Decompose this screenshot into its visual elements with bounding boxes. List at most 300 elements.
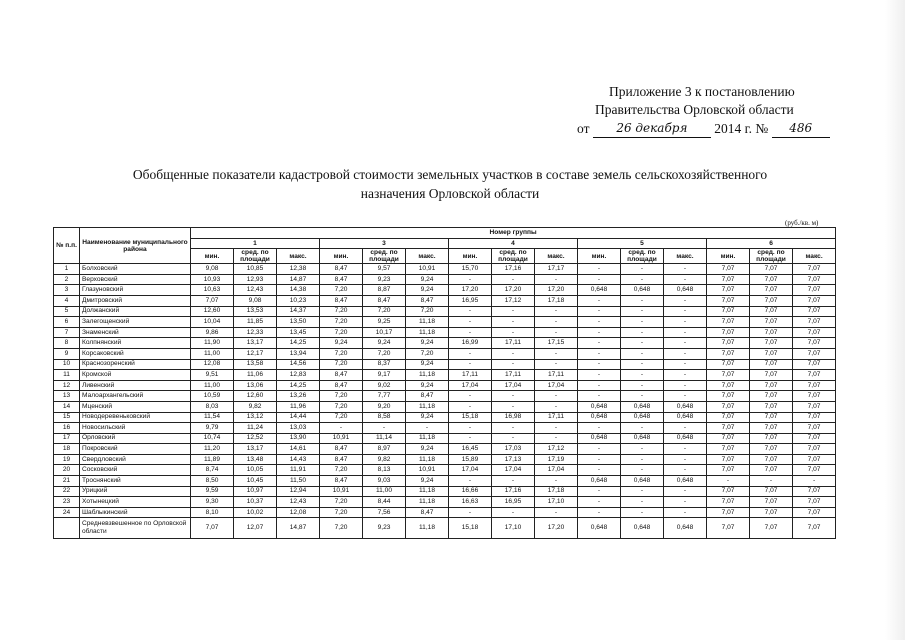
value-cell: -	[363, 423, 406, 434]
value-cell: 9,24	[406, 359, 449, 370]
value-cell: 9,59	[191, 486, 234, 497]
value-cell: 11,18	[406, 317, 449, 328]
value-cell: 7,07	[793, 423, 836, 434]
value-cell: 7,07	[793, 295, 836, 306]
value-cell: 0,648	[621, 285, 664, 296]
value-cell: 7,07	[750, 412, 793, 423]
value-cell: 8,87	[363, 285, 406, 296]
value-cell: 7,07	[707, 264, 750, 275]
value-cell: 7,07	[707, 274, 750, 285]
value-cell: -	[578, 274, 621, 285]
district-name: Урицкий	[80, 486, 191, 497]
value-cell: 7,07	[793, 317, 836, 328]
value-cell: -	[664, 486, 707, 497]
value-cell: -	[664, 359, 707, 370]
value-cell: 13,17	[234, 444, 277, 455]
table-row	[54, 380, 836, 391]
table-row	[54, 264, 836, 275]
value-cell: 7,20	[320, 412, 363, 423]
value-cell: 7,07	[707, 401, 750, 412]
value-cell: 7,20	[320, 465, 363, 476]
header-group-6: 6	[707, 238, 836, 249]
value-cell: 16,45	[449, 444, 492, 455]
value-cell: 7,20	[320, 497, 363, 508]
table-row	[54, 295, 836, 306]
value-cell: 7,20	[320, 518, 363, 539]
value-cell: 17,04	[492, 465, 535, 476]
value-cell: 17,12	[535, 444, 578, 455]
title-line-2: назначения Орловской области	[360, 186, 540, 201]
row-number: 19	[54, 454, 80, 465]
value-cell: 9,51	[191, 370, 234, 381]
value-cell: 7,07	[707, 348, 750, 359]
value-cell: -	[578, 380, 621, 391]
value-cell: 13,06	[234, 380, 277, 391]
value-cell: 7,56	[363, 507, 406, 518]
value-cell: 10,91	[320, 486, 363, 497]
table-row	[54, 348, 836, 359]
value-cell: 17,19	[535, 454, 578, 465]
district-name: Новосильский	[80, 423, 191, 434]
value-cell: 14,38	[277, 285, 320, 296]
district-name: Кромской	[80, 370, 191, 381]
value-cell: 7,07	[750, 285, 793, 296]
value-cell: 10,23	[277, 295, 320, 306]
appendix-line-3	[575, 119, 845, 138]
value-cell: 12,33	[234, 327, 277, 338]
value-cell: 7,07	[707, 359, 750, 370]
value-cell: -	[449, 306, 492, 317]
value-cell: -	[578, 295, 621, 306]
value-cell: -	[535, 401, 578, 412]
value-cell: 7,77	[363, 391, 406, 402]
value-cell: 7,07	[707, 465, 750, 476]
value-cell: 10,91	[406, 465, 449, 476]
value-cell: -	[621, 295, 664, 306]
value-cell: 7,07	[793, 380, 836, 391]
value-cell: 7,20	[320, 327, 363, 338]
value-cell: -	[578, 370, 621, 381]
value-cell: 7,07	[707, 317, 750, 328]
value-cell: 7,07	[793, 264, 836, 275]
header-sub-min: мин.	[578, 249, 621, 264]
value-cell: 10,85	[234, 264, 277, 275]
value-cell: 17,04	[535, 465, 578, 476]
district-name: Покровский	[80, 444, 191, 455]
row-number: 9	[54, 348, 80, 359]
header-group-4: 4	[449, 238, 578, 249]
value-cell: -	[621, 264, 664, 275]
value-cell: 7,07	[750, 348, 793, 359]
value-cell: -	[621, 338, 664, 349]
header-group-5: 5	[578, 238, 707, 249]
value-cell: 0,648	[621, 433, 664, 444]
value-cell: 13,58	[234, 359, 277, 370]
value-cell: 7,07	[793, 518, 836, 539]
value-cell: -	[664, 465, 707, 476]
table-row	[54, 486, 836, 497]
value-cell: -	[664, 348, 707, 359]
value-cell: 12,43	[234, 285, 277, 296]
value-cell: 8,47	[320, 274, 363, 285]
value-cell: -	[492, 348, 535, 359]
title-line-1: Обобщенные показатели кадастровой стоимости земельных участков в составе земель сельскохозяйственного	[132, 167, 768, 182]
table-row	[54, 433, 836, 444]
value-cell: 16,95	[449, 295, 492, 306]
value-cell: 0,648	[664, 412, 707, 423]
value-cell: 9,23	[363, 274, 406, 285]
header-sub-min: мин.	[320, 249, 363, 264]
value-cell: 7,07	[793, 497, 836, 508]
row-number: 21	[54, 476, 80, 487]
value-cell: 13,26	[277, 391, 320, 402]
value-cell: 0,648	[621, 518, 664, 539]
value-cell: 16,95	[492, 497, 535, 508]
value-cell: 7,07	[191, 295, 234, 306]
value-cell: 14,37	[277, 306, 320, 317]
value-cell: 17,04	[449, 380, 492, 391]
table-row	[54, 412, 836, 423]
row-number	[54, 518, 80, 539]
value-cell: 16,66	[449, 486, 492, 497]
value-cell: 9,24	[406, 285, 449, 296]
value-cell: -	[621, 391, 664, 402]
value-cell: -	[664, 295, 707, 306]
header-sub-avg: сред. по площади	[492, 249, 535, 264]
value-cell: 9,82	[234, 401, 277, 412]
header-group-3: 3	[320, 238, 449, 249]
value-cell: 11,18	[406, 454, 449, 465]
value-cell: -	[492, 359, 535, 370]
cadastral-value-table	[53, 227, 836, 539]
value-cell: -	[664, 338, 707, 349]
value-cell: 7,07	[793, 359, 836, 370]
value-cell: 13,45	[277, 327, 320, 338]
value-cell: 17,12	[492, 295, 535, 306]
value-cell: -	[578, 497, 621, 508]
header-sub-min: мин.	[191, 249, 234, 264]
district-name: Залегощенский	[80, 317, 191, 328]
value-cell: 10,59	[191, 391, 234, 402]
value-cell: 8,47	[320, 444, 363, 455]
value-cell: 7,07	[750, 444, 793, 455]
value-cell: 7,07	[750, 380, 793, 391]
district-name: Болховский	[80, 264, 191, 275]
value-cell: 17,18	[535, 295, 578, 306]
value-cell: 17,10	[535, 497, 578, 508]
row-number: 1	[54, 264, 80, 275]
value-cell: 0,648	[578, 285, 621, 296]
value-cell: 0,648	[578, 401, 621, 412]
value-cell: -	[449, 507, 492, 518]
value-cell: -	[535, 348, 578, 359]
value-cell: 7,07	[793, 391, 836, 402]
header-district-name: Наименование муниципального района	[80, 228, 191, 264]
value-cell: 7,07	[707, 380, 750, 391]
value-cell: 8,47	[320, 370, 363, 381]
value-cell: 17,11	[535, 412, 578, 423]
district-name: Троснянский	[80, 476, 191, 487]
value-cell: -	[793, 476, 836, 487]
value-cell: 12,07	[234, 518, 277, 539]
value-cell: 9,17	[363, 370, 406, 381]
value-cell: -	[406, 423, 449, 434]
value-cell: 9,24	[406, 476, 449, 487]
value-cell: 11,18	[406, 401, 449, 412]
table-row	[54, 507, 836, 518]
row-number: 8	[54, 338, 80, 349]
value-cell: 7,07	[750, 359, 793, 370]
value-cell: 8,47	[320, 295, 363, 306]
table-row	[54, 391, 836, 402]
value-cell: 9,02	[363, 380, 406, 391]
value-cell: 7,07	[750, 507, 793, 518]
value-cell: 17,04	[492, 380, 535, 391]
value-cell: 17,11	[535, 370, 578, 381]
row-number: 23	[54, 497, 80, 508]
value-cell: -	[320, 423, 363, 434]
value-cell: -	[621, 359, 664, 370]
district-name: Сосковский	[80, 465, 191, 476]
value-cell: 11,00	[363, 486, 406, 497]
value-cell: 13,17	[234, 338, 277, 349]
header-sub-avg: сред. по площади	[234, 249, 277, 264]
value-cell: 7,07	[793, 370, 836, 381]
value-cell: 7,20	[363, 306, 406, 317]
value-cell: 8,13	[363, 465, 406, 476]
unit-label: (руб./кв. м)	[785, 219, 819, 227]
value-cell: 7,07	[191, 518, 234, 539]
value-cell: 7,20	[320, 306, 363, 317]
district-name: Верховский	[80, 274, 191, 285]
value-cell: -	[621, 348, 664, 359]
value-cell: 14,25	[277, 338, 320, 349]
row-number: 15	[54, 412, 80, 423]
value-cell: 7,07	[793, 327, 836, 338]
value-cell: 10,04	[191, 317, 234, 328]
value-cell: -	[492, 274, 535, 285]
value-cell: 9,82	[363, 454, 406, 465]
value-cell: 7,07	[707, 497, 750, 508]
value-cell: -	[492, 433, 535, 444]
value-cell: 7,07	[793, 274, 836, 285]
from-label: от	[577, 121, 590, 136]
value-cell: 12,43	[277, 497, 320, 508]
value-cell: 11,89	[191, 454, 234, 465]
value-cell: 11,06	[234, 370, 277, 381]
value-cell: -	[664, 391, 707, 402]
appendix-header	[575, 83, 845, 138]
value-cell: 12,08	[191, 359, 234, 370]
value-cell: 17,04	[535, 380, 578, 391]
value-cell: -	[535, 423, 578, 434]
value-cell: 7,07	[707, 391, 750, 402]
value-cell: -	[578, 264, 621, 275]
value-cell: 8,47	[406, 295, 449, 306]
scan-edge	[885, 0, 905, 640]
value-cell: 12,83	[277, 370, 320, 381]
value-cell: 7,20	[406, 306, 449, 317]
value-cell: 11,18	[406, 433, 449, 444]
value-cell: 0,648	[664, 433, 707, 444]
value-cell: -	[750, 476, 793, 487]
value-cell: 7,07	[707, 327, 750, 338]
value-cell: 15,89	[449, 454, 492, 465]
value-cell: 14,87	[277, 274, 320, 285]
value-cell: -	[578, 454, 621, 465]
value-cell: 8,58	[363, 412, 406, 423]
value-cell: 14,44	[277, 412, 320, 423]
value-cell: 13,03	[277, 423, 320, 434]
value-cell: 7,07	[707, 412, 750, 423]
value-cell: -	[449, 401, 492, 412]
value-cell: 7,07	[793, 285, 836, 296]
district-name: Колпнянский	[80, 338, 191, 349]
value-cell: -	[449, 433, 492, 444]
table-row	[54, 285, 836, 296]
value-cell: 11,96	[277, 401, 320, 412]
value-cell: -	[492, 476, 535, 487]
header-sub-avg: сред. по площади	[621, 249, 664, 264]
value-cell: -	[578, 317, 621, 328]
value-cell: 9,30	[191, 497, 234, 508]
value-cell: 11,18	[406, 518, 449, 539]
value-cell: 7,07	[750, 327, 793, 338]
table-row	[54, 338, 836, 349]
district-name: Должанский	[80, 306, 191, 317]
value-cell: 11,24	[234, 423, 277, 434]
table-row	[54, 274, 836, 285]
value-cell: 7,07	[793, 454, 836, 465]
table-row	[54, 444, 836, 455]
value-cell: 7,07	[793, 433, 836, 444]
value-cell: 7,07	[750, 306, 793, 317]
value-cell: -	[535, 507, 578, 518]
header-sub-min: мин.	[449, 249, 492, 264]
value-cell: 12,94	[277, 486, 320, 497]
value-cell: -	[492, 327, 535, 338]
value-cell: -	[449, 348, 492, 359]
value-cell: -	[578, 444, 621, 455]
value-cell: -	[664, 507, 707, 518]
value-cell: 7,20	[320, 317, 363, 328]
value-cell: 7,07	[707, 423, 750, 434]
value-cell: 7,07	[750, 391, 793, 402]
value-cell: 0,648	[664, 518, 707, 539]
value-cell: 15,18	[449, 518, 492, 539]
value-cell: 7,20	[320, 391, 363, 402]
value-cell: 9,24	[363, 338, 406, 349]
table-row	[54, 497, 836, 508]
value-cell: -	[492, 401, 535, 412]
value-cell: 11,18	[406, 327, 449, 338]
value-cell: -	[535, 433, 578, 444]
value-cell: 7,20	[320, 507, 363, 518]
value-cell: 14,25	[277, 380, 320, 391]
value-cell: 9,03	[363, 476, 406, 487]
value-cell: 7,07	[707, 507, 750, 518]
value-cell: 7,07	[707, 295, 750, 306]
value-cell: 11,54	[191, 412, 234, 423]
value-cell: -	[621, 507, 664, 518]
value-cell: -	[621, 317, 664, 328]
value-cell: 17,20	[535, 518, 578, 539]
value-cell: 14,43	[277, 454, 320, 465]
value-cell: -	[621, 327, 664, 338]
row-number: 5	[54, 306, 80, 317]
value-cell: 7,07	[707, 306, 750, 317]
value-cell: 17,11	[492, 370, 535, 381]
value-cell: 0,648	[664, 401, 707, 412]
value-cell: 11,18	[406, 370, 449, 381]
value-cell: 10,05	[234, 465, 277, 476]
value-cell: 10,17	[363, 327, 406, 338]
value-cell: 7,07	[793, 486, 836, 497]
value-cell: 7,07	[707, 338, 750, 349]
value-cell: 13,90	[277, 433, 320, 444]
header-sub-avg: сред. по площади	[363, 249, 406, 264]
value-cell: 14,61	[277, 444, 320, 455]
value-cell: -	[535, 317, 578, 328]
value-cell: 7,20	[320, 401, 363, 412]
value-cell: 15,18	[449, 412, 492, 423]
value-cell: -	[664, 327, 707, 338]
table-row	[54, 306, 836, 317]
table-row	[54, 465, 836, 476]
value-cell: 7,20	[320, 348, 363, 359]
value-cell: 15,70	[449, 264, 492, 275]
value-cell: -	[621, 274, 664, 285]
value-cell: -	[578, 507, 621, 518]
value-cell: 7,07	[750, 465, 793, 476]
value-cell: -	[621, 486, 664, 497]
value-cell: 12,38	[277, 264, 320, 275]
district-name: Знаменский	[80, 327, 191, 338]
table-row	[54, 454, 836, 465]
value-cell: -	[535, 391, 578, 402]
value-cell: 16,98	[492, 412, 535, 423]
value-cell: 17,10	[492, 518, 535, 539]
value-cell: 10,74	[191, 433, 234, 444]
value-cell: -	[621, 423, 664, 434]
value-cell: -	[664, 444, 707, 455]
value-cell: 9,24	[320, 338, 363, 349]
table-row	[54, 317, 836, 328]
value-cell: -	[621, 370, 664, 381]
value-cell: 7,07	[707, 444, 750, 455]
value-cell: 11,18	[406, 486, 449, 497]
value-cell: 9,24	[406, 380, 449, 391]
value-cell: -	[449, 359, 492, 370]
value-cell: 8,47	[320, 264, 363, 275]
value-cell: 10,91	[320, 433, 363, 444]
value-cell: 7,07	[707, 370, 750, 381]
value-cell: -	[664, 454, 707, 465]
value-cell: 11,14	[363, 433, 406, 444]
row-number: 12	[54, 380, 80, 391]
value-cell: 17,20	[535, 285, 578, 296]
value-cell: -	[449, 274, 492, 285]
value-cell: 16,99	[449, 338, 492, 349]
value-cell: 13,48	[234, 454, 277, 465]
value-cell: 17,13	[492, 454, 535, 465]
value-cell: 9,24	[406, 338, 449, 349]
value-cell: 0,648	[621, 401, 664, 412]
header-sub-max: макс.	[277, 249, 320, 264]
district-name: Шаблыкинский	[80, 507, 191, 518]
header-sub-max: макс.	[535, 249, 578, 264]
table-row	[54, 359, 836, 370]
